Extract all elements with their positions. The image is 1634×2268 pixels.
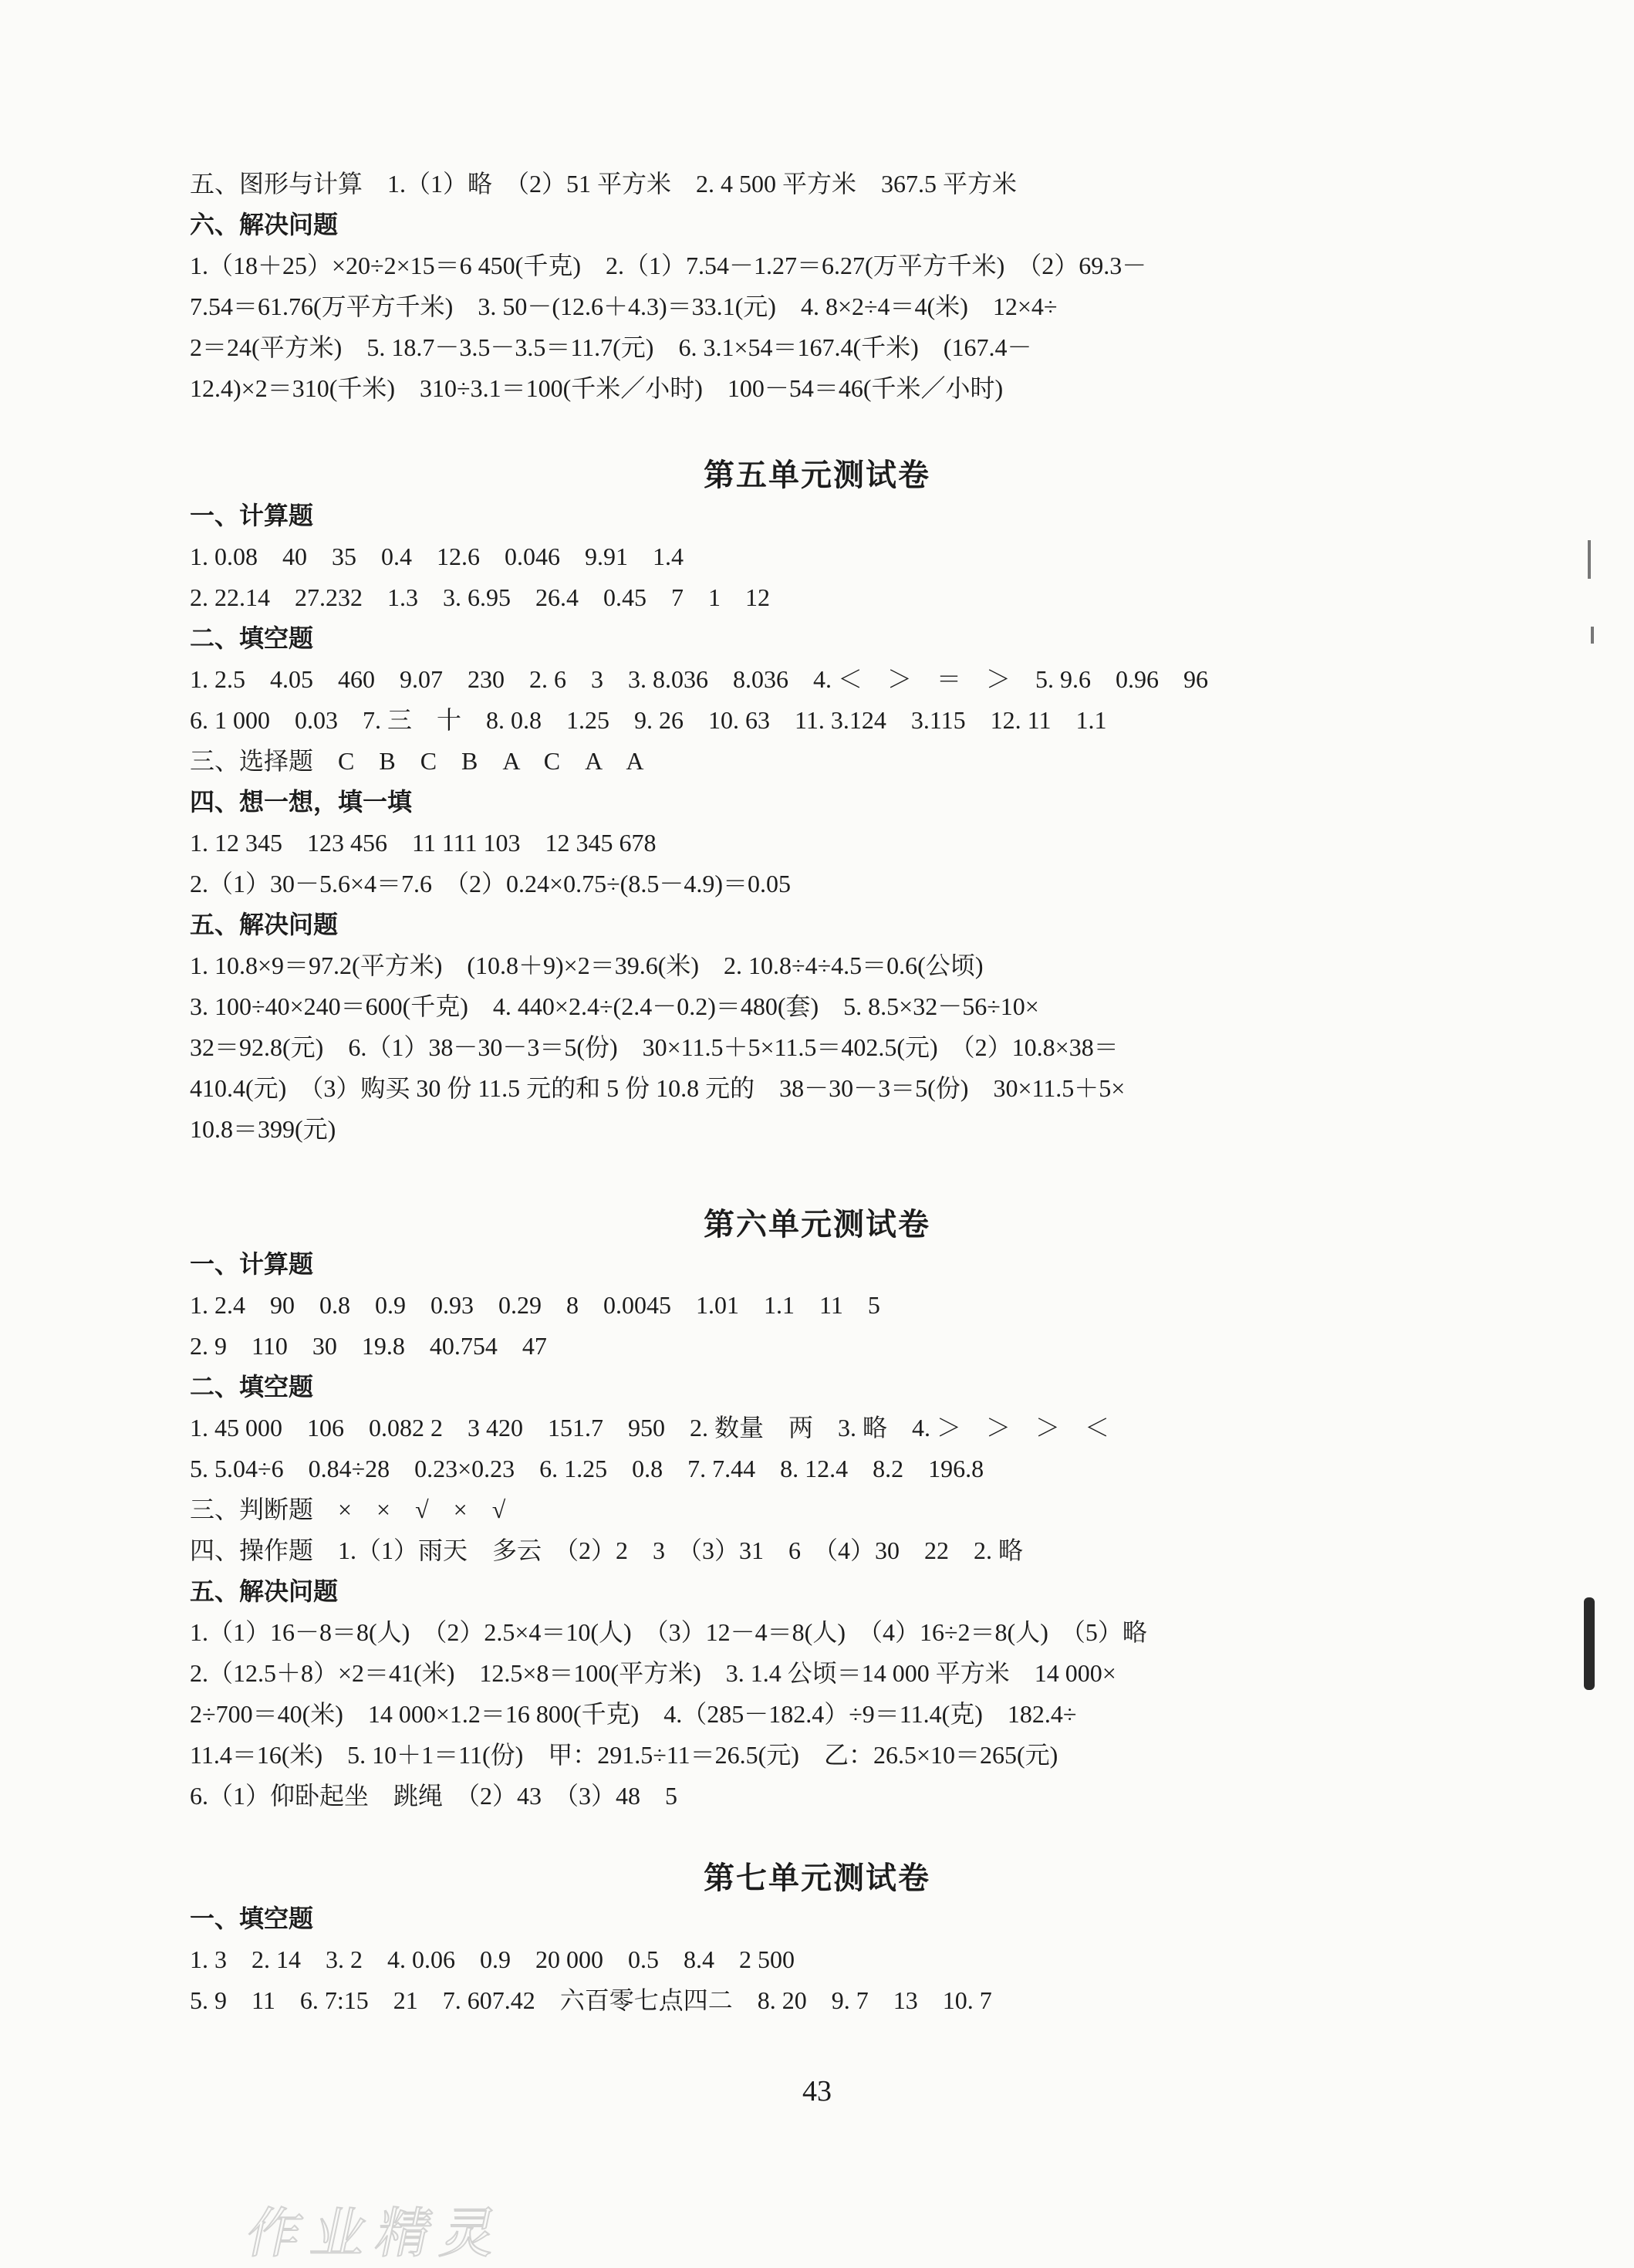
page-number: 43 <box>802 2075 832 2107</box>
answer-line: 1. 10.8×9＝97.2(平方米) (10.8＋9)×2＝39.6(米) 2. 10.8÷4÷4.5＝0.6(公顷) <box>190 951 984 979</box>
answer-line: 四、操作题 1.（1）雨天 多云 （2）2 3 （3）31 6 （4）30 22 2. 略 <box>190 1536 1024 1564</box>
section-heading: 五、解决问题 <box>190 910 339 939</box>
answer-line: 1. 0.08 40 35 0.4 12.6 0.046 9.91 1.4 <box>190 542 684 570</box>
answer-line: 12.4)×2＝310(千米) 310÷3.1＝100(千米／小时) 100－54＝46(千米／小时) <box>190 374 1004 402</box>
answer-line: 1. 45 000 106 0.082 2 3 420 151.7 950 2. 数量 两 3. 略 4. ＞ ＞ ＞ ＜ <box>190 1414 1110 1442</box>
section-heading: 一、计算题 <box>190 1249 314 1279</box>
answer-line: 1. 2.5 4.05 460 9.07 230 2. 6 3 3. 8.036 8.036 4. ＜ ＞ ＝ ＞ 5. 9.6 0.96 96 <box>190 665 1209 693</box>
answer-line: 2. 9 110 30 19.8 40.754 47 <box>190 1332 547 1360</box>
answer-line: 3. 100÷40×240＝600(千克) 4. 440×2.4÷(2.4－0.2)＝480(套) 5. 8.5×32－56÷10× <box>190 992 1039 1020</box>
answer-line: 1.（1）16－8＝8(人) （2）2.5×4＝10(人) （3）12－4＝8(人) （4）16÷2＝8(人) （5）略 <box>190 1618 1147 1646</box>
unit6-title: 第六单元测试卷 <box>704 1207 930 1242</box>
answer-line: 10.8＝399(元) <box>190 1115 336 1143</box>
section-heading: 五、解决问题 <box>190 1577 339 1606</box>
answer-line: 11.4＝16(米) 5. 10＋1＝11(份) 甲：291.5÷11＝26.5(元) 乙：26.5×10＝265(元) <box>190 1741 1058 1769</box>
scan-mark <box>1588 540 1591 579</box>
answer-line: 五、图形与计算 1.（1）略 （2）51 平方米 2. 4 500 平方米 367.5 平方米 <box>190 170 1018 198</box>
answer-line: 1. 12 345 123 456 11 111 103 12 345 678 <box>190 829 657 857</box>
answer-line: 2＝24(平方米) 5. 18.7－3.5－3.5＝11.7(元) 6. 3.1×54＝167.4(千米) (167.4－ <box>190 333 1032 361</box>
answer-line: 2.（1）30－5.6×4＝7.6 （2）0.24×0.75÷(8.5－4.9)＝0.05 <box>190 870 791 897</box>
answer-line: 2.（12.5＋8）×2＝41(米) 12.5×8＝100(平方米) 3. 1.4 公顷＝14 000 平方米 14 000× <box>190 1659 1116 1687</box>
scan-mark <box>1584 1597 1595 1690</box>
section-prev-unit <box>190 164 1532 409</box>
section-heading: 一、计算题 <box>190 501 314 530</box>
answer-line: 2÷700＝40(米) 14 000×1.2＝16 800(千克) 4.（285－182.4）÷9＝11.4(克) 182.4÷ <box>190 1700 1077 1728</box>
section-unit5 <box>190 495 1532 1150</box>
section-heading: 二、填空题 <box>190 624 314 653</box>
watermark-logo: 作业精灵 <box>241 2202 514 2265</box>
answer-line: 5. 5.04÷6 0.84÷28 0.23×0.23 6. 1.25 0.8 7. 7.44 8. 12.4 8.2 196.8 <box>190 1455 984 1482</box>
answer-line: 6. 1 000 0.03 7. 三 十 8. 0.8 1.25 9. 26 10. 63 11. 3.124 3.115 12. 11 1.1 <box>190 706 1107 734</box>
answer-line: 三、判断题 × × √ × √ <box>190 1496 506 1523</box>
section-unit6 <box>190 1244 1532 1817</box>
answer-line: 三、选择题 C B C B A C A A <box>190 747 644 775</box>
scan-mark <box>1591 627 1594 644</box>
section-heading: 四、想一想，填一填 <box>190 787 413 816</box>
unit7-title: 第七单元测试卷 <box>704 1861 930 1896</box>
answer-line: 410.4(元) （3）购买 30 份 11.5 元的和 5 份 10.8 元的 38－30－3＝5(份) 30×11.5＋5× <box>190 1074 1126 1102</box>
answer-line: 1.（18＋25）×20÷2×15＝6 450(千克) 2.（1）7.54－1.27＝6.27(万平方千米) （2）69.3－ <box>190 252 1147 279</box>
answer-line: 6.（1）仰卧起坐 跳绳 （2）43 （3）48 5 <box>190 1782 678 1810</box>
answer-line: 32＝92.8(元) 6.（1）38－30－3＝5(份) 30×11.5＋5×11.5＝402.5(元) （2）10.8×38＝ <box>190 1033 1119 1061</box>
answer-line: 5. 9 11 6. 7:15 21 7. 607.42 六百零七点四二 8. 20 9. 7 13 10. 7 <box>190 1986 992 2014</box>
section-heading: 二、填空题 <box>190 1372 314 1401</box>
answer-line: 1. 2.4 90 0.8 0.9 0.93 0.29 8 0.0045 1.01 1.1 11 5 <box>190 1291 880 1319</box>
answer-line: 7.54＝61.76(万平方千米) 3. 50－(12.6＋4.3)＝33.1(元) 4. 8×2÷4＝4(米) 12×4÷ <box>190 292 1058 320</box>
unit5-title: 第五单元测试卷 <box>704 458 930 493</box>
answer-line: 1. 3 2. 14 3. 2 4. 0.06 0.9 20 000 0.5 8.4 2 500 <box>190 1945 795 1973</box>
answer-line: 2. 22.14 27.232 1.3 3. 6.95 26.4 0.45 7 1 12 <box>190 583 771 611</box>
section-heading: 六、解决问题 <box>190 210 339 239</box>
section-heading: 一、填空题 <box>190 1904 314 1933</box>
section-unit7 <box>190 1898 1532 2021</box>
